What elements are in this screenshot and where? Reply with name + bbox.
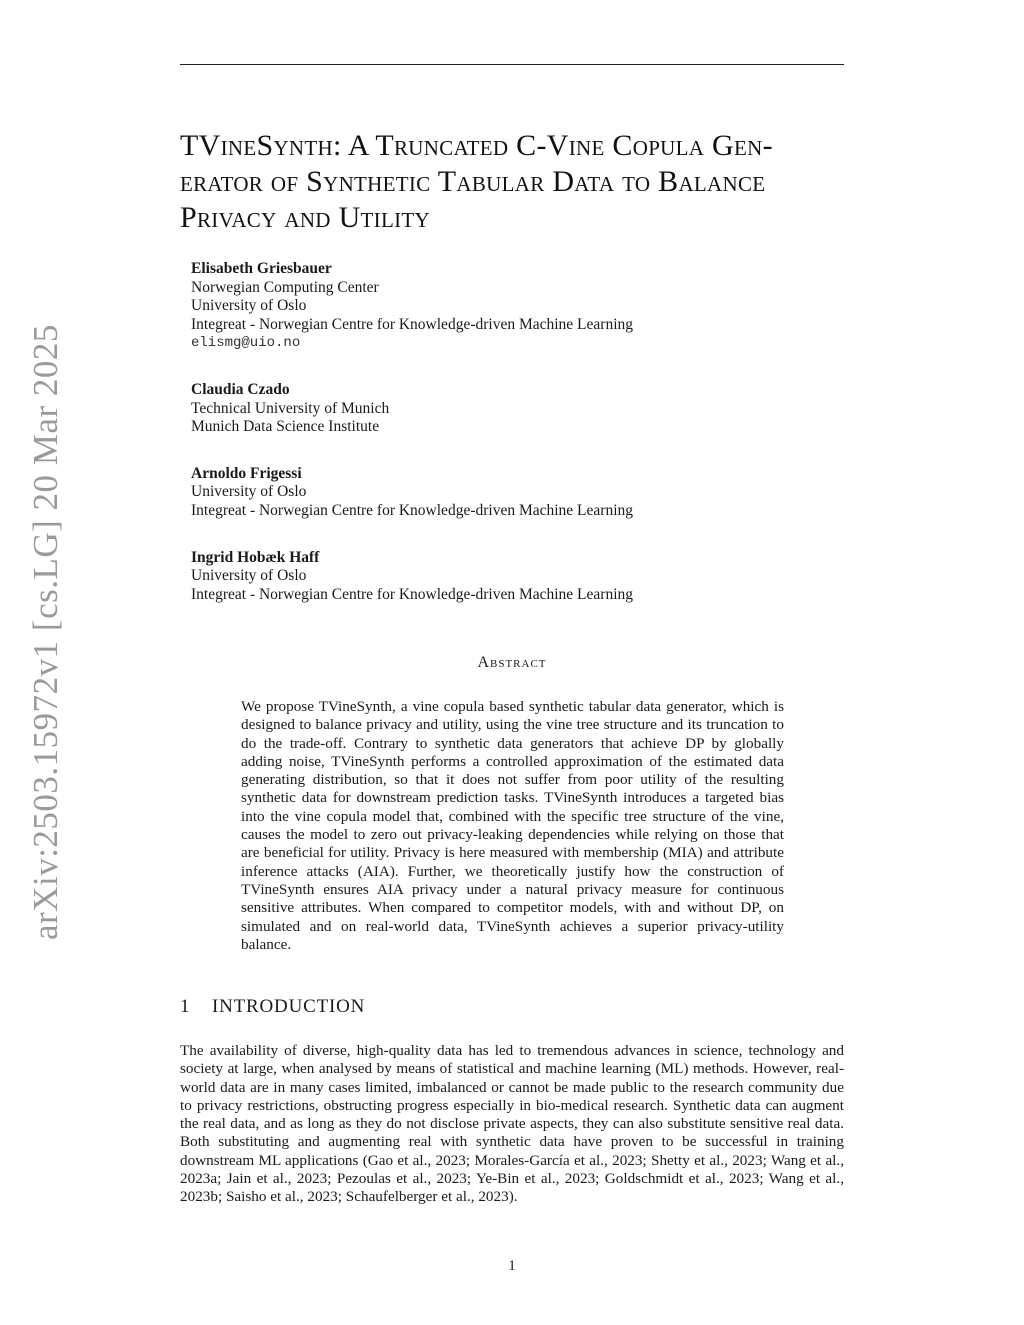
section-heading — [180, 996, 365, 1018]
introduction-paragraph: The availability of diverse, high-quality data has led to tremendous advances in science, technology and society at large, when analysed by means of statistical and machine learning (ML) methods. However, real-world data are in many cases limited, imbalanced or cannot be made public to the research community due to privacy restrictions, obstructing progress especially in bio-medical research. Synthetic data can augment the real data, and as long as they do not disclose private aspects, they can also substitute sensitive real data. Both substituting and augmenting real with synthetic data have proven to be successful in training downstream ML applications (Gao et al., 2023; Morales-García et al., 2023; Shetty et al., 2023; Wang et al., 2023a; Jain et al., 2023; Pezoulas et al., 2023; Ye-Bin et al., 2023; Goldschmidt et al., 2023; Wang et al., 2023b; Saisho et al., 2023; Schaufelberger et al., 2023). — [180, 1042, 844, 1206]
abstract-heading: Abstract — [477, 654, 547, 671]
author-affiliation: Technical University of Munich — [191, 399, 390, 417]
author-affiliation: Integreat - Norwegian Centre for Knowledge-driven Machine Learning — [191, 501, 633, 519]
page-number: 1 — [508, 1258, 516, 1274]
section-number: 1 — [180, 996, 191, 1017]
author-block — [191, 260, 831, 353]
author-affiliation: Integreat - Norwegian Centre for Knowledge-driven Machine Learning — [191, 585, 633, 603]
author-block — [191, 465, 831, 521]
author-block — [191, 381, 831, 437]
section-title: INTRODUCTION — [212, 996, 366, 1017]
author-name: Claudia Czado — [191, 380, 290, 398]
title-line-3: Privacy and Utility — [180, 201, 430, 234]
author-affiliation: University of Oslo — [191, 567, 307, 585]
author-affiliation: Integreat - Norwegian Centre for Knowledge-driven Machine Learning — [191, 315, 633, 333]
author-name: Elisabeth Griesbauer — [191, 260, 332, 277]
arxiv-identifier: arXiv:2503.15972v1 [cs.LG] 20 Mar 2025 — [26, 324, 65, 940]
author-name: Arnoldo Frigessi — [191, 464, 302, 482]
title-line-2: erator of Synthetic Tabular Data to Balance — [180, 165, 766, 198]
paper-title — [180, 128, 850, 236]
author-affiliation: Norwegian Computing Center — [191, 278, 379, 296]
author-affiliation: University of Oslo — [191, 483, 307, 501]
author-email[interactable]: elismg@uio.no — [191, 335, 301, 352]
author-name: Ingrid Hobæk Haff — [191, 548, 320, 566]
header-rule — [180, 64, 844, 65]
author-list — [191, 260, 831, 632]
title-line-1: TVineSynth: A Truncated C-Vine Copula Gen- — [180, 129, 773, 162]
author-affiliation: Munich Data Science Institute — [191, 418, 380, 436]
author-block — [191, 549, 831, 605]
abstract-text: We propose TVineSynth, a vine copula based synthetic tabular data generator, which is designed to balance privacy and utility, using the vine tree structure and its truncation to do the trade-off. Contrary to synthetic data generators that achieve DP by globally adding noise, TVineSynth performs a controlled approximation of the estimated data generating distribution, so that it does not suffer from poor utility of the resulting synthetic data for downstream prediction tasks. TVineSynth introduces a targeted bias into the vine copula model that, combined with the specific tree structure of the vine, causes the model to zero out privacy-leaking dependencies while relying on those that are beneficial for utility. Privacy is here measured with membership (MIA) and attribute inference attacks (AIA). Further, we theoretically justify how the construction of TVineSynth ensures AIA privacy under a natural privacy measure for continuous sensitive attributes. When compared to competitor models, with and without DP, on simulated and on real-world data, TVineSynth achieves a superior privacy-utility balance. — [241, 698, 784, 953]
author-affiliation: University of Oslo — [191, 297, 307, 315]
